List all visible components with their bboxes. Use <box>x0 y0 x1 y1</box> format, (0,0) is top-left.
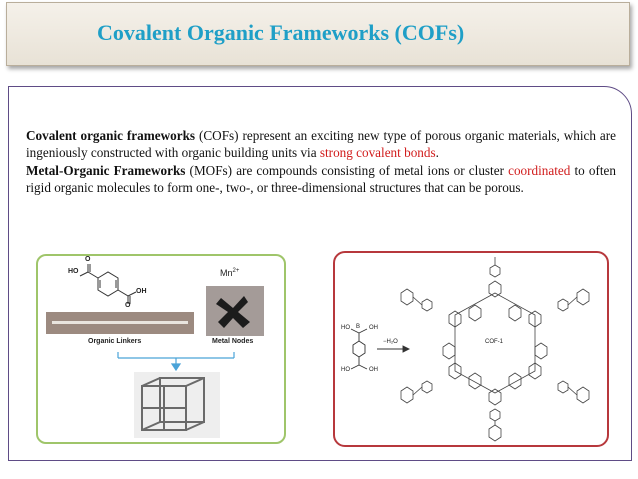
cof-network <box>401 257 589 441</box>
metal-ion-symbol: Mn <box>220 268 233 278</box>
o-top-label: O <box>85 256 91 263</box>
metal-ion-charge: 2+ <box>232 268 240 274</box>
body-text <box>26 127 616 197</box>
mof-illustration-panel <box>36 254 286 444</box>
cofs-term: Covalent organic frameworks <box>26 128 196 143</box>
paragraph-cofs <box>26 127 616 162</box>
cofs-text-a: (COFs) represent an exciting new type of porous organic materials, which are ingeniously constructed with organic building units via <box>26 128 616 161</box>
combine-arrows <box>118 352 234 370</box>
cof-synthesis-panel <box>333 251 609 447</box>
slide-title: Covalent Organic Frameworks (COFs) <box>97 20 465 45</box>
reagent-ho-label: HO <box>341 325 350 331</box>
metal-ion-label <box>220 268 239 278</box>
mofs-text-b: to often rigid organic molecules to form one-, two-, or three-dimensional structures that can be porous. <box>26 162 616 196</box>
cof-synthesis-diagram <box>335 253 611 449</box>
terephthalic-acid-structure <box>80 264 136 304</box>
cofs-text-b: . <box>435 145 439 161</box>
cof-1-label: COF-1 <box>485 339 503 345</box>
reagent-b-label: B <box>356 324 361 330</box>
linker-rod <box>52 321 188 324</box>
paragraph-mofs <box>26 162 616 197</box>
metal-nodes-label: Metal Nodes <box>212 338 254 345</box>
ho-label: HO <box>68 268 79 275</box>
mofs-term: Metal-Organic Frameworks <box>26 162 186 178</box>
diboronic-acid-structure <box>351 329 367 369</box>
o-bottom-label: O <box>125 302 131 309</box>
cofs-highlight: strong covalent bonds <box>319 145 436 161</box>
mof-illustration <box>38 256 288 446</box>
reaction-condition-label: −H₂O <box>383 339 398 345</box>
mofs-text-a: (MOFs) are compounds consisting of metal ions or cluster <box>185 162 509 178</box>
reagent-oh-label-top: OH <box>369 325 378 331</box>
reagent-oh-label-bottom: OH <box>369 367 378 373</box>
oh-label: OH <box>136 288 147 295</box>
organic-linkers-label: Organic Linkers <box>88 338 142 345</box>
reaction-arrow <box>377 346 409 352</box>
reagent-ho-label-bottom: HO <box>341 367 350 373</box>
title-bar <box>6 2 630 66</box>
outer-rings <box>401 289 589 441</box>
mofs-highlight: coordinated <box>508 162 571 178</box>
